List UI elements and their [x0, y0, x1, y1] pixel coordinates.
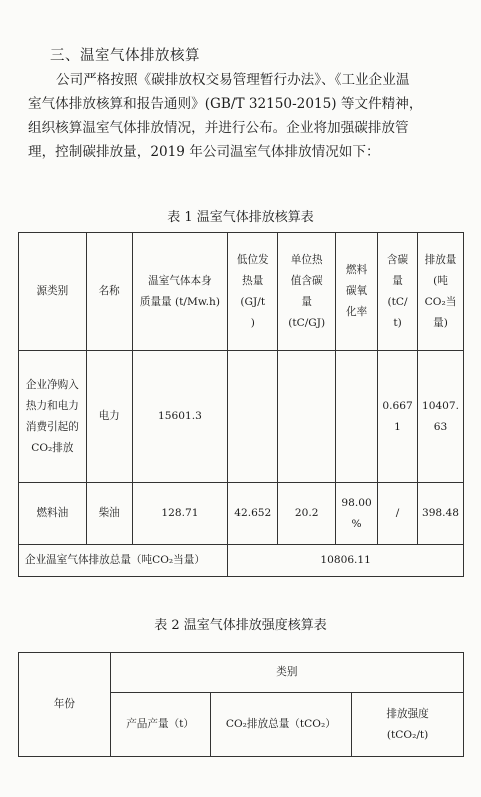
row-name: 柴油 — [86, 483, 132, 545]
table2-header-row — [19, 653, 464, 693]
paragraph-line: 组织核算温室气体排放情况，并进行公布。企业将加强碳排放管 — [28, 120, 409, 136]
row-carbon-per-heat — [278, 351, 336, 483]
header-product-output: 产品产量（t） — [110, 693, 210, 757]
table1-header-row — [19, 233, 464, 351]
table-row — [19, 483, 464, 545]
header-heat: 低位发 热量 (GJ/t ) — [228, 233, 278, 351]
row-source: 燃料油 — [19, 483, 87, 545]
header-mass: 温室气体本身 质量量 (t/Mw.h) — [132, 233, 228, 351]
intro-paragraph — [28, 68, 448, 164]
row-source: 企业净购入 热力和电力 消费引起的 CO₂排放 — [19, 351, 87, 483]
emission-intensity-table — [18, 652, 464, 757]
header-emission: 排放量 (吨 CO₂当 量) — [418, 233, 464, 351]
header-source: 源类别 — [19, 233, 87, 351]
table1-total-row — [19, 545, 464, 577]
row-carbon-content: / — [378, 483, 418, 545]
header-name: 名称 — [86, 233, 132, 351]
row-mass: 128.71 — [132, 483, 228, 545]
header-carbon-per-heat: 单位热 值含碳 量 (tC/GJ) — [278, 233, 336, 351]
row-carbon-content: 0.667 1 — [378, 351, 418, 483]
table2-caption: 表 2 温室气体排放强度核算表 — [154, 618, 327, 633]
row-name: 电力 — [86, 351, 132, 483]
row-heat: 42.652 — [228, 483, 278, 545]
paragraph-line: 室气体排放核算和报告通则》(GB/T 32150-2015) 等文件精神， — [28, 96, 423, 112]
row-emission: 398.48 — [418, 483, 464, 545]
header-year: 年份 — [19, 653, 111, 757]
row-carbon-per-heat: 20.2 — [278, 483, 336, 545]
section-title: 三、温室气体排放核算 — [50, 48, 200, 64]
header-category: 类别 — [110, 653, 463, 693]
paragraph-line: 公司严格按照《碳排放权交易管理暂行办法》、《工业企业温 — [56, 72, 410, 88]
total-label: 企业温室气体排放总量（吨CO₂当量） — [19, 545, 228, 577]
paragraph-line: 理，控制碳排放量，2019 年公司温室气体排放情况如下： — [28, 144, 380, 160]
header-co2-total: CO₂排放总量（tCO₂） — [210, 693, 352, 757]
table1-caption: 表 1 温室气体排放核算表 — [167, 210, 314, 225]
emissions-accounting-table — [18, 232, 464, 577]
row-mass: 15601.3 — [132, 351, 228, 483]
row-emission: 10407. 63 — [418, 351, 464, 483]
header-intensity: 排放强度 (tCO₂/t) — [352, 693, 464, 757]
table-row — [19, 351, 464, 483]
row-oxidation: 98.00 % — [336, 483, 378, 545]
header-carbon-content: 含碳 量 (tC/ t) — [378, 233, 418, 351]
row-heat — [228, 351, 278, 483]
header-oxidation: 燃料 碳氧 化率 — [336, 233, 378, 351]
total-value: 10806.11 — [228, 545, 464, 577]
row-oxidation — [336, 351, 378, 483]
